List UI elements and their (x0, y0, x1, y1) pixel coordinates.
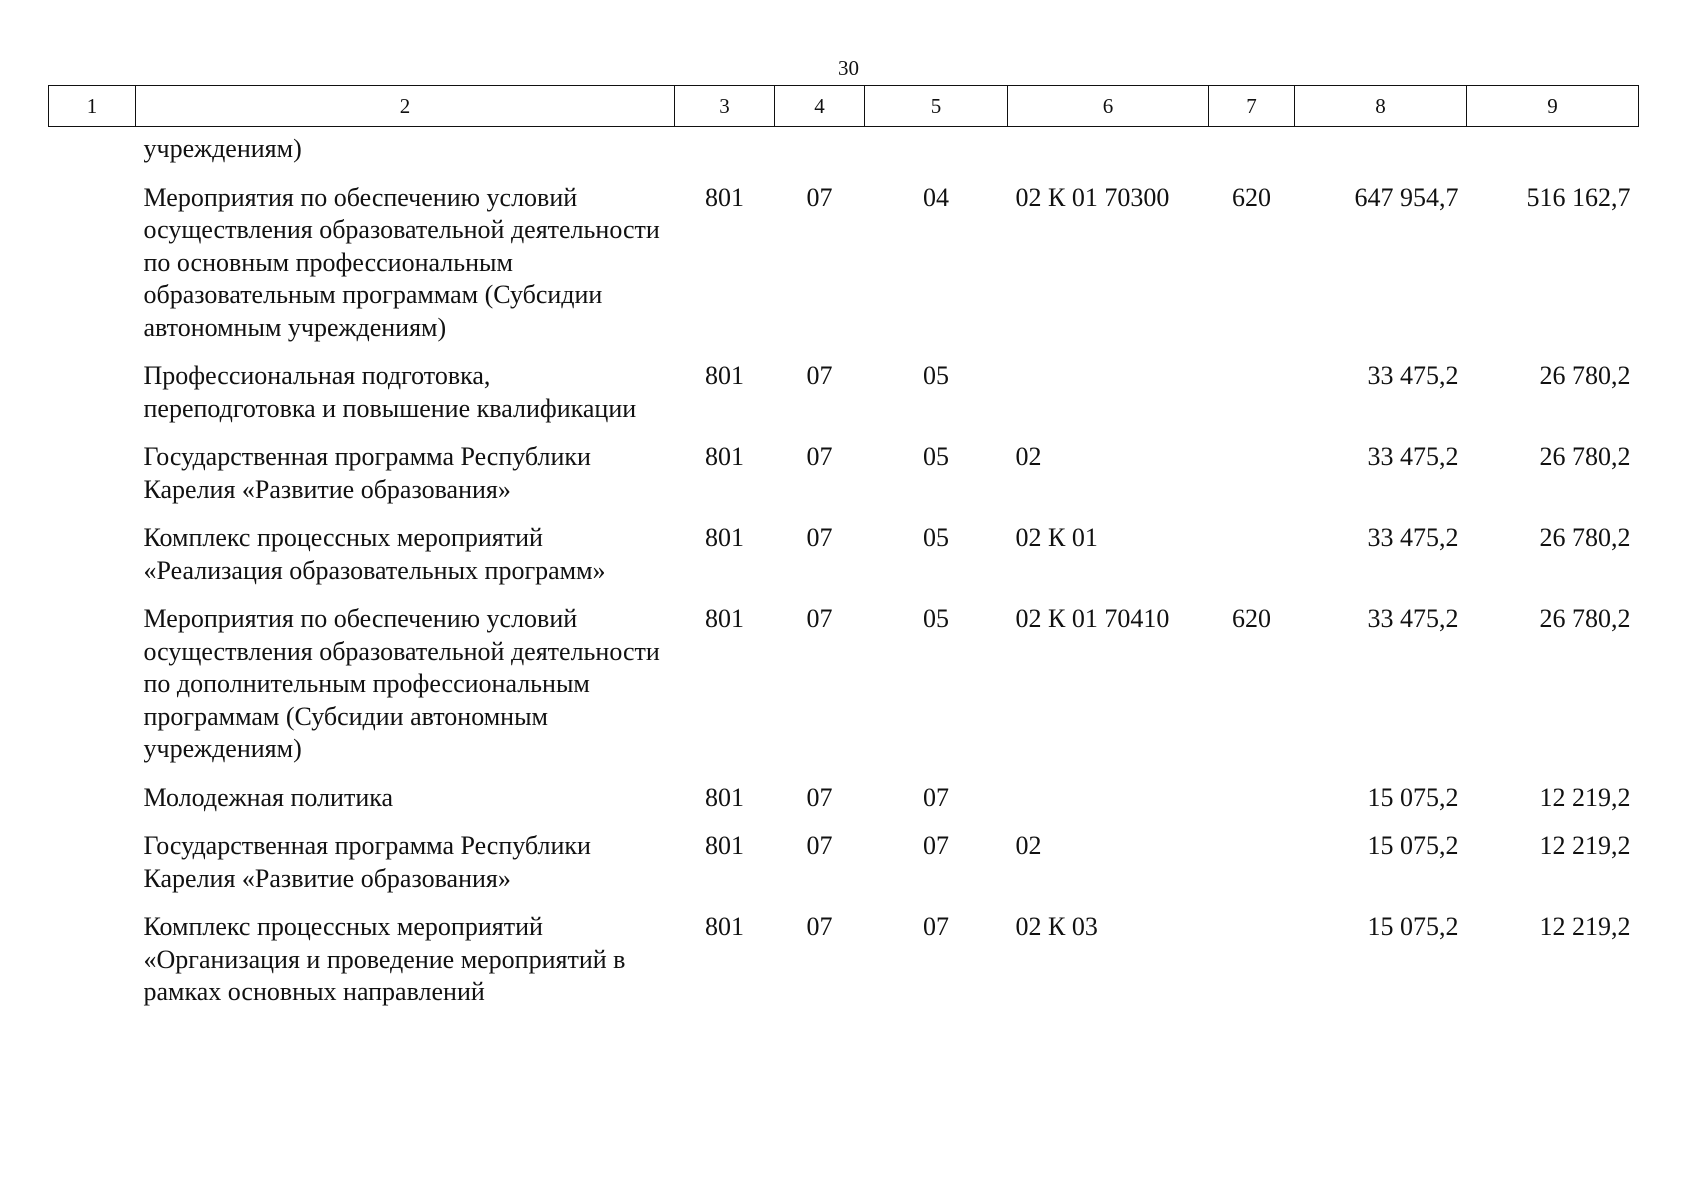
row-index-cell (49, 911, 136, 1025)
row-amount-1: 15 075,2 (1367, 912, 1459, 941)
header-col-5: 5 (865, 86, 1008, 127)
row-ministry-code: 801 (705, 523, 744, 552)
table-row (49, 522, 1639, 603)
row-amount-2: 516 162,7 (1526, 182, 1631, 212)
row-expense-type (1209, 441, 1295, 522)
row-amount-1: 33 475,2 (1367, 442, 1459, 471)
table-row (49, 360, 1639, 441)
row-subsection-code: 07 (923, 831, 949, 860)
header-col-9: 9 (1467, 86, 1639, 127)
row-ministry-code: 801 (705, 782, 744, 812)
row-expense-type (1209, 127, 1295, 182)
row-amount-2: 12 219,2 (1539, 912, 1631, 941)
row-ministry-code: 801 (705, 361, 744, 390)
row-expense-type (1209, 522, 1295, 603)
row-amount-2: 12 219,2 (1539, 831, 1631, 860)
row-amount-1: 33 475,2 (1367, 361, 1459, 390)
row-index-cell (49, 360, 136, 441)
row-ministry-code: 801 (705, 831, 744, 860)
row-section-code: 07 (806, 182, 833, 212)
row-name: Комплекс процессных мероприятий «Реализация образовательных программ» (143, 523, 606, 585)
row-amount-1: 647 954,7 (1354, 182, 1459, 212)
row-amount-1 (1295, 127, 1467, 182)
row-target-article: 02 К 01 70410 (1015, 604, 1170, 633)
row-expense-type (1209, 360, 1295, 441)
row-index-cell (49, 182, 136, 361)
row-subsection-code: 05 (923, 442, 949, 471)
row-target-article (1008, 127, 1209, 182)
row-name: Молодежная политика (143, 782, 394, 812)
row-subsection-code: 07 (923, 912, 949, 941)
table-body (49, 127, 1639, 1025)
header-col-6: 6 (1008, 86, 1209, 127)
table-row (49, 603, 1639, 782)
header-col-4: 4 (775, 86, 865, 127)
row-target-article: 02 К 03 (1015, 912, 1098, 941)
row-subsection-code (865, 127, 1008, 182)
row-index-cell (49, 127, 136, 182)
row-name: учреждениям) (143, 134, 302, 163)
row-ministry-code: 801 (705, 442, 744, 471)
table-row (49, 441, 1639, 522)
table-row (49, 182, 1639, 361)
row-target-article: 02 (1015, 831, 1042, 860)
budget-table (48, 85, 1639, 1025)
row-name: Профессиональная подготовка, переподготовка и повышение квалификации (143, 361, 637, 423)
row-ministry-code: 801 (705, 604, 744, 633)
row-target-article (1008, 782, 1209, 831)
row-ministry-code: 801 (705, 182, 744, 212)
header-col-1: 1 (49, 86, 136, 127)
row-section-code: 07 (806, 523, 833, 552)
row-index-cell (49, 522, 136, 603)
row-index-cell (49, 441, 136, 522)
row-name: Государственная программа Республики Карелия «Развитие образования» (143, 442, 591, 504)
row-ministry-code (675, 127, 775, 182)
row-index-cell (49, 830, 136, 911)
table-row (49, 782, 1639, 831)
table-row (49, 127, 1639, 182)
row-section-code: 07 (806, 604, 833, 633)
header-row (49, 86, 1639, 127)
row-section-code: 07 (806, 912, 833, 941)
row-amount-1: 33 475,2 (1367, 604, 1459, 633)
row-target-article: 02 К 01 (1015, 523, 1098, 552)
row-name: Мероприятия по обеспечению условий осуществления образовательной деятельности по дополнительным профессиональным программам (Субсидии автономным учреждениям) (143, 604, 660, 763)
row-amount-2: 26 780,2 (1539, 442, 1631, 471)
row-name: Комплекс процессных мероприятий «Организация и проведение мероприятий в рамках основных направлений (143, 912, 626, 1006)
header-col-3: 3 (675, 86, 775, 127)
row-amount-2 (1467, 127, 1639, 182)
header-col-8: 8 (1295, 86, 1467, 127)
row-amount-1: 33 475,2 (1367, 523, 1459, 552)
row-section-code (775, 127, 865, 182)
row-expense-type: 620 (1232, 182, 1271, 212)
row-index-cell (49, 603, 136, 782)
row-section-code: 07 (806, 831, 833, 860)
row-name: Государственная программа Республики Карелия «Развитие образования» (143, 831, 591, 893)
row-section-code: 07 (806, 782, 833, 812)
row-expense-type (1209, 782, 1295, 831)
row-section-code: 07 (806, 361, 833, 390)
row-subsection-code: 05 (923, 523, 949, 552)
row-subsection-code: 04 (923, 182, 949, 212)
row-section-code: 07 (806, 442, 833, 471)
row-amount-1: 15 075,2 (1367, 831, 1459, 860)
row-amount-1: 15 075,2 (1367, 782, 1459, 812)
row-subsection-code: 07 (923, 782, 949, 812)
row-subsection-code: 05 (923, 604, 949, 633)
row-subsection-code: 05 (923, 361, 949, 390)
row-amount-2: 12 219,2 (1539, 782, 1631, 812)
row-ministry-code: 801 (705, 912, 744, 941)
row-expense-type (1209, 911, 1295, 1025)
row-amount-2: 26 780,2 (1539, 604, 1631, 633)
row-name: Мероприятия по обеспечению условий осуществления образовательной деятельности по основным профессиональным образовательным программам (Субсидии автономным учреждениям) (143, 182, 660, 342)
header-col-2: 2 (136, 86, 675, 127)
row-index-cell (49, 782, 136, 831)
table-row (49, 911, 1639, 1025)
table-row (49, 830, 1639, 911)
row-amount-2: 26 780,2 (1539, 523, 1631, 552)
row-expense-type (1209, 830, 1295, 911)
header-col-7: 7 (1209, 86, 1295, 127)
row-target-article: 02 К 01 70300 (1015, 182, 1170, 212)
row-expense-type: 620 (1232, 604, 1271, 633)
table-header (49, 86, 1639, 127)
row-target-article: 02 (1015, 442, 1042, 471)
row-amount-2: 26 780,2 (1539, 361, 1631, 390)
page-number: 30 (838, 56, 859, 80)
row-target-article (1008, 360, 1209, 441)
